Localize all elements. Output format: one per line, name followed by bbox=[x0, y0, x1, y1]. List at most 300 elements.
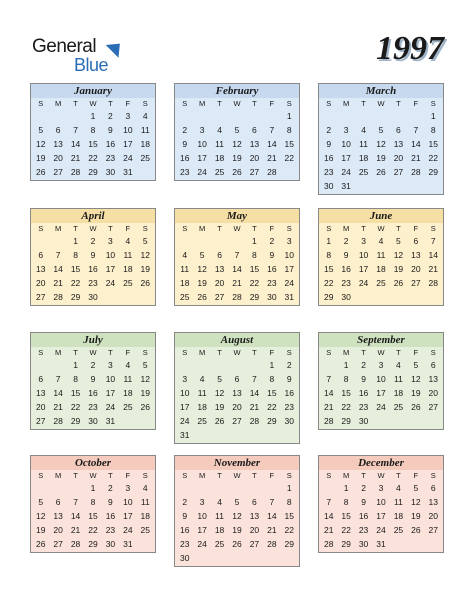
weekday-label: S bbox=[326, 471, 332, 480]
day-cell: 11 bbox=[140, 497, 150, 507]
empty-cell bbox=[372, 109, 389, 123]
weekday-label: M bbox=[199, 471, 206, 480]
month-april bbox=[30, 208, 156, 306]
day-grid bbox=[31, 98, 155, 179]
day-cell: 30 bbox=[267, 292, 277, 302]
day-cell: 2 bbox=[361, 483, 366, 493]
day-cell: 30 bbox=[323, 181, 334, 191]
weekday-label: M bbox=[343, 224, 350, 233]
day-cell: 7 bbox=[326, 374, 332, 384]
day-cell: 1 bbox=[343, 360, 349, 370]
day-cell: 22 bbox=[284, 525, 295, 535]
month-title: August bbox=[175, 333, 299, 347]
day-cell: 3 bbox=[199, 497, 205, 507]
day-cell: 16 bbox=[341, 264, 351, 274]
day-cell: 7 bbox=[413, 125, 419, 135]
day-cell: 1 bbox=[326, 236, 332, 246]
day-cell: 10 bbox=[105, 250, 116, 260]
day-cell: 23 bbox=[284, 402, 295, 412]
day-cell: 11 bbox=[359, 139, 368, 149]
day-grid bbox=[175, 470, 299, 565]
weekday-label: S bbox=[142, 471, 148, 480]
day-cell: 29 bbox=[284, 539, 295, 549]
weekday-label: W bbox=[377, 99, 385, 108]
empty-cell bbox=[211, 481, 228, 495]
weekday-label: S bbox=[38, 224, 44, 233]
weekday-label: T bbox=[361, 224, 366, 233]
day-cell: 9 bbox=[361, 374, 366, 384]
day-cell: 4 bbox=[125, 236, 131, 246]
empty-cell bbox=[49, 358, 66, 372]
weekday-label: W bbox=[89, 224, 97, 233]
day-cell: 14 bbox=[249, 388, 260, 398]
day-cell: 14 bbox=[232, 264, 242, 274]
day-cell: 30 bbox=[179, 553, 190, 563]
day-cell: 25 bbox=[179, 292, 190, 302]
empty-cell bbox=[32, 234, 49, 248]
weekday-label: M bbox=[55, 99, 62, 108]
day-cell: 1 bbox=[286, 111, 292, 121]
empty-cell bbox=[407, 109, 424, 123]
day-cell: 8 bbox=[286, 497, 292, 507]
day-cell: 21 bbox=[53, 278, 63, 288]
day-cell: 6 bbox=[430, 360, 436, 370]
day-cell: 13 bbox=[53, 511, 63, 521]
weekday-label: S bbox=[430, 348, 436, 357]
day-cell: 30 bbox=[358, 416, 369, 426]
day-cell: 26 bbox=[411, 402, 421, 412]
day-cell: 20 bbox=[35, 278, 46, 288]
weekday-label: S bbox=[286, 348, 292, 357]
day-cell: 14 bbox=[267, 139, 277, 149]
day-cell: 29 bbox=[88, 539, 98, 549]
day-cell: 13 bbox=[428, 374, 439, 384]
day-cell: 14 bbox=[323, 388, 334, 398]
day-cell: 18 bbox=[214, 525, 225, 535]
day-cell: 29 bbox=[341, 416, 351, 426]
day-cell: 30 bbox=[88, 416, 98, 426]
day-cell: 21 bbox=[267, 153, 277, 163]
day-cell: 3 bbox=[378, 360, 384, 370]
day-cell: 1 bbox=[73, 360, 78, 370]
logo-word-blue: Blue bbox=[74, 55, 109, 75]
day-cell: 10 bbox=[376, 374, 386, 384]
day-grid bbox=[175, 223, 299, 304]
day-cell: 18 bbox=[393, 511, 404, 521]
weekday-label: M bbox=[343, 348, 350, 357]
month-november bbox=[174, 455, 300, 567]
empty-cell bbox=[176, 109, 193, 123]
weekday-label: S bbox=[286, 224, 292, 233]
day-cell: 28 bbox=[70, 167, 81, 177]
day-cell: 29 bbox=[70, 416, 81, 426]
day-cell: 30 bbox=[358, 539, 369, 549]
day-cell: 23 bbox=[105, 153, 116, 163]
day-cell: 27 bbox=[53, 539, 63, 549]
day-cell: 14 bbox=[70, 139, 81, 149]
day-cell: 5 bbox=[217, 374, 222, 384]
day-cell: 3 bbox=[343, 125, 349, 135]
empty-cell bbox=[228, 481, 245, 495]
day-cell: 24 bbox=[123, 525, 133, 535]
weekday-label: M bbox=[343, 99, 350, 108]
month-title: May bbox=[175, 209, 299, 223]
day-cell: 9 bbox=[326, 139, 332, 149]
weekday-label: M bbox=[55, 348, 62, 357]
day-cell: 22 bbox=[70, 278, 81, 288]
day-cell: 27 bbox=[249, 167, 260, 177]
day-cell: 11 bbox=[123, 250, 133, 260]
day-cell: 13 bbox=[53, 139, 63, 149]
day-cell: 25 bbox=[214, 539, 225, 549]
weekday-label: T bbox=[73, 99, 78, 108]
weekday-label: W bbox=[233, 224, 241, 233]
day-cell: 9 bbox=[90, 374, 96, 384]
day-cell: 27 bbox=[393, 167, 404, 177]
day-cell: 28 bbox=[267, 167, 277, 177]
weekday-label: W bbox=[233, 348, 241, 357]
day-cell: 7 bbox=[234, 250, 240, 260]
day-cell: 13 bbox=[35, 264, 46, 274]
day-cell: 17 bbox=[358, 264, 369, 274]
empty-cell bbox=[176, 481, 193, 495]
weekday-label: F bbox=[269, 99, 275, 108]
day-cell: 1 bbox=[90, 483, 96, 493]
month-title: March bbox=[319, 84, 443, 98]
day-cell: 7 bbox=[326, 497, 332, 507]
day-cell: 13 bbox=[249, 139, 260, 149]
day-cell: 4 bbox=[378, 236, 384, 246]
weekday-label: T bbox=[361, 99, 366, 108]
day-cell: 15 bbox=[88, 511, 98, 521]
day-cell: 20 bbox=[35, 402, 46, 412]
day-cell: 25 bbox=[197, 416, 207, 426]
day-cell: 15 bbox=[284, 511, 295, 521]
month-february bbox=[174, 83, 300, 181]
weekday-label: M bbox=[55, 471, 62, 480]
day-cell: 31 bbox=[105, 416, 116, 426]
weekday-label: T bbox=[108, 348, 113, 357]
day-cell: 28 bbox=[428, 278, 439, 288]
day-cell: 5 bbox=[396, 236, 401, 246]
day-cell: 5 bbox=[38, 125, 44, 135]
day-cell: 24 bbox=[105, 278, 116, 288]
day-cell: 10 bbox=[284, 250, 295, 260]
day-cell: 22 bbox=[249, 278, 260, 288]
day-cell: 16 bbox=[358, 511, 369, 521]
weekday-label: W bbox=[89, 99, 97, 108]
day-cell: 29 bbox=[267, 416, 277, 426]
day-cell: 21 bbox=[428, 264, 439, 274]
weekday-label: F bbox=[269, 224, 275, 233]
day-cell: 5 bbox=[234, 497, 240, 507]
empty-cell bbox=[228, 109, 245, 123]
day-cell: 1 bbox=[269, 360, 275, 370]
weekday-label: M bbox=[55, 224, 62, 233]
day-cell: 24 bbox=[123, 153, 133, 163]
day-cell: 17 bbox=[376, 388, 386, 398]
day-cell: 24 bbox=[376, 402, 386, 412]
empty-cell bbox=[49, 109, 66, 123]
day-cell: 4 bbox=[361, 125, 366, 135]
day-cell: 16 bbox=[267, 264, 277, 274]
day-cell: 3 bbox=[182, 374, 188, 384]
day-cell: 28 bbox=[323, 539, 334, 549]
day-cell: 4 bbox=[199, 374, 205, 384]
day-cell: 18 bbox=[358, 153, 369, 163]
day-cell: 10 bbox=[105, 374, 116, 384]
day-cell: 15 bbox=[249, 264, 260, 274]
day-cell: 11 bbox=[215, 139, 224, 149]
day-cell: 22 bbox=[341, 402, 351, 412]
day-cell: 19 bbox=[393, 264, 404, 274]
day-cell: 26 bbox=[232, 539, 242, 549]
day-cell: 18 bbox=[197, 402, 207, 412]
weekday-label: T bbox=[217, 471, 222, 480]
day-cell: 17 bbox=[105, 264, 116, 274]
day-cell: 28 bbox=[70, 539, 81, 549]
day-cell: 12 bbox=[35, 139, 46, 149]
day-cell: 8 bbox=[90, 125, 96, 135]
empty-cell bbox=[32, 109, 49, 123]
day-cell: 5 bbox=[38, 497, 44, 507]
weekday-label: S bbox=[142, 99, 148, 108]
day-cell: 21 bbox=[411, 153, 421, 163]
day-cell: 10 bbox=[123, 125, 133, 135]
day-cell: 24 bbox=[358, 278, 369, 288]
day-cell: 11 bbox=[394, 497, 403, 507]
weekday-label: W bbox=[377, 348, 385, 357]
day-cell: 13 bbox=[232, 388, 242, 398]
day-cell: 14 bbox=[323, 511, 334, 521]
day-cell: 25 bbox=[140, 153, 151, 163]
day-cell: 22 bbox=[70, 402, 81, 412]
day-cell: 21 bbox=[267, 525, 277, 535]
day-cell: 28 bbox=[249, 416, 260, 426]
day-cell: 19 bbox=[376, 153, 386, 163]
weekday-label: T bbox=[108, 99, 113, 108]
day-grid bbox=[319, 347, 443, 428]
month-title: October bbox=[31, 456, 155, 470]
day-cell: 18 bbox=[123, 264, 133, 274]
empty-cell bbox=[211, 109, 228, 123]
day-cell: 27 bbox=[35, 416, 46, 426]
day-cell: 25 bbox=[358, 167, 369, 177]
day-cell: 10 bbox=[341, 139, 351, 149]
day-cell: 4 bbox=[142, 483, 148, 493]
day-cell: 18 bbox=[140, 139, 151, 149]
weekday-label: F bbox=[413, 99, 419, 108]
day-cell: 23 bbox=[358, 402, 369, 412]
day-cell: 27 bbox=[232, 416, 242, 426]
weekday-label: S bbox=[286, 99, 292, 108]
weekday-label: T bbox=[396, 99, 401, 108]
day-cell: 19 bbox=[232, 525, 242, 535]
day-cell: 10 bbox=[358, 250, 369, 260]
day-cell: 23 bbox=[88, 402, 98, 412]
day-cell: 26 bbox=[35, 539, 46, 549]
day-cell: 7 bbox=[73, 125, 78, 135]
day-grid bbox=[31, 347, 155, 428]
day-cell: 5 bbox=[142, 236, 148, 246]
weekday-label: M bbox=[199, 99, 206, 108]
empty-cell bbox=[263, 481, 280, 495]
day-cell: 9 bbox=[182, 511, 188, 521]
weekday-label: S bbox=[182, 348, 188, 357]
day-cell: 16 bbox=[284, 388, 295, 398]
empty-cell bbox=[228, 234, 245, 248]
empty-cell bbox=[211, 234, 228, 248]
weekday-label: T bbox=[217, 348, 222, 357]
weekday-label: S bbox=[182, 99, 188, 108]
weekday-label: T bbox=[396, 348, 401, 357]
day-cell: 30 bbox=[88, 292, 98, 302]
day-cell: 8 bbox=[343, 374, 349, 384]
day-cell: 31 bbox=[284, 292, 295, 302]
day-cell: 24 bbox=[197, 167, 207, 177]
day-cell: 16 bbox=[179, 153, 190, 163]
weekday-label: S bbox=[430, 471, 436, 480]
day-cell: 15 bbox=[70, 388, 81, 398]
day-cell: 20 bbox=[249, 525, 260, 535]
day-cell: 1 bbox=[252, 236, 257, 246]
day-cell: 17 bbox=[105, 388, 116, 398]
weekday-label: W bbox=[377, 471, 385, 480]
empty-cell bbox=[228, 358, 245, 372]
day-cell: 9 bbox=[108, 125, 113, 135]
day-cell: 30 bbox=[284, 416, 295, 426]
day-cell: 10 bbox=[123, 497, 133, 507]
day-cell: 1 bbox=[90, 111, 96, 121]
day-cell: 6 bbox=[396, 125, 401, 135]
empty-cell bbox=[246, 358, 263, 372]
weekday-label: T bbox=[108, 471, 113, 480]
day-cell: 2 bbox=[108, 111, 113, 121]
day-cell: 15 bbox=[323, 264, 334, 274]
day-cell: 5 bbox=[234, 125, 240, 135]
day-cell: 26 bbox=[411, 525, 421, 535]
day-cell: 26 bbox=[393, 278, 404, 288]
weekday-label: T bbox=[73, 224, 78, 233]
day-cell: 17 bbox=[284, 264, 295, 274]
day-cell: 1 bbox=[286, 483, 292, 493]
day-cell: 9 bbox=[361, 497, 366, 507]
weekday-label: W bbox=[89, 348, 97, 357]
day-cell: 4 bbox=[125, 360, 131, 370]
weekday-label: F bbox=[413, 348, 419, 357]
day-cell: 4 bbox=[396, 483, 401, 493]
day-cell: 8 bbox=[73, 250, 78, 260]
day-cell: 12 bbox=[35, 511, 46, 521]
day-grid bbox=[175, 98, 299, 179]
day-grid bbox=[175, 347, 299, 442]
day-cell: 17 bbox=[123, 511, 133, 521]
weekday-label: S bbox=[430, 99, 436, 108]
day-cell: 7 bbox=[269, 125, 275, 135]
day-cell: 25 bbox=[393, 402, 404, 412]
weekday-label: W bbox=[89, 471, 97, 480]
day-cell: 6 bbox=[55, 125, 61, 135]
day-cell: 23 bbox=[179, 539, 190, 549]
day-cell: 20 bbox=[428, 511, 439, 521]
day-cell: 19 bbox=[140, 388, 151, 398]
weekday-label: S bbox=[142, 224, 148, 233]
day-cell: 27 bbox=[411, 278, 421, 288]
empty-cell bbox=[32, 481, 49, 495]
day-cell: 9 bbox=[269, 250, 275, 260]
day-cell: 15 bbox=[428, 139, 439, 149]
weekday-label: T bbox=[252, 99, 257, 108]
weekday-label: S bbox=[326, 348, 332, 357]
empty-cell bbox=[246, 109, 263, 123]
day-cell: 12 bbox=[197, 264, 207, 274]
day-cell: 27 bbox=[428, 525, 439, 535]
day-cell: 16 bbox=[88, 264, 98, 274]
day-cell: 27 bbox=[35, 292, 46, 302]
day-cell: 3 bbox=[286, 236, 292, 246]
day-cell: 11 bbox=[394, 374, 403, 384]
day-cell: 6 bbox=[38, 374, 44, 384]
weekday-label: S bbox=[430, 224, 436, 233]
day-cell: 12 bbox=[376, 139, 386, 149]
day-cell: 28 bbox=[53, 416, 63, 426]
day-cell: 17 bbox=[376, 511, 386, 521]
weekday-label: F bbox=[413, 471, 419, 480]
day-cell: 24 bbox=[284, 278, 295, 288]
day-cell: 12 bbox=[214, 388, 225, 398]
day-cell: 22 bbox=[323, 278, 334, 288]
month-title: December bbox=[319, 456, 443, 470]
day-cell: 29 bbox=[323, 292, 334, 302]
day-grid bbox=[31, 223, 155, 304]
empty-cell bbox=[32, 358, 49, 372]
day-cell: 7 bbox=[252, 374, 257, 384]
day-cell: 5 bbox=[199, 250, 205, 260]
empty-cell bbox=[337, 109, 354, 123]
day-cell: 29 bbox=[428, 167, 439, 177]
day-cell: 3 bbox=[108, 236, 113, 246]
day-cell: 4 bbox=[217, 497, 222, 507]
day-cell: 17 bbox=[197, 525, 207, 535]
day-cell: 21 bbox=[249, 402, 260, 412]
day-cell: 11 bbox=[215, 511, 224, 521]
empty-cell bbox=[49, 481, 66, 495]
day-cell: 22 bbox=[341, 525, 351, 535]
day-cell: 7 bbox=[73, 497, 78, 507]
day-cell: 7 bbox=[430, 236, 436, 246]
weekday-label: W bbox=[377, 224, 385, 233]
day-cell: 20 bbox=[53, 525, 63, 535]
month-september bbox=[318, 332, 444, 430]
empty-cell bbox=[67, 481, 84, 495]
weekday-label: F bbox=[413, 224, 419, 233]
day-cell: 22 bbox=[267, 402, 277, 412]
day-cell: 23 bbox=[88, 278, 98, 288]
empty-cell bbox=[246, 481, 263, 495]
day-cell: 29 bbox=[88, 167, 98, 177]
weekday-label: M bbox=[199, 224, 206, 233]
day-cell: 22 bbox=[88, 153, 98, 163]
day-cell: 12 bbox=[232, 139, 242, 149]
day-cell: 26 bbox=[214, 416, 225, 426]
day-cell: 15 bbox=[341, 388, 351, 398]
month-july bbox=[30, 332, 156, 430]
day-cell: 6 bbox=[252, 125, 257, 135]
day-cell: 3 bbox=[125, 111, 131, 121]
weekday-label: F bbox=[125, 471, 131, 480]
day-cell: 8 bbox=[430, 125, 436, 135]
day-cell: 16 bbox=[179, 525, 190, 535]
